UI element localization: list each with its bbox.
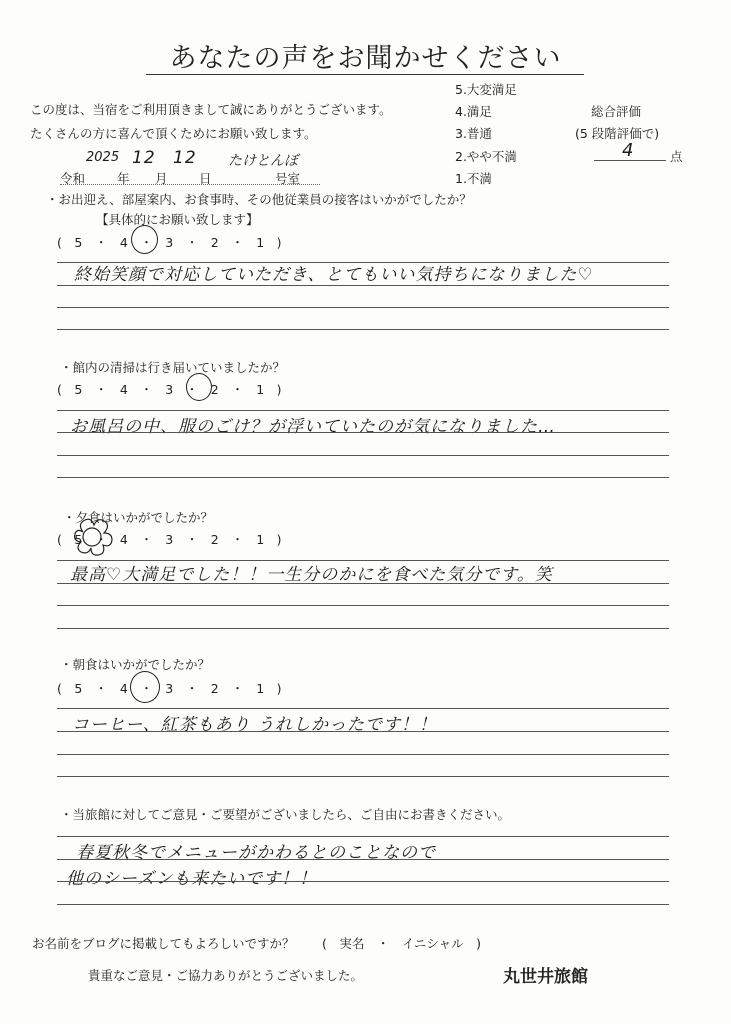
question-1-selected-circle <box>131 225 158 254</box>
question-2-line-2 <box>57 432 669 433</box>
overall-value: 4 <box>622 140 635 161</box>
question-4-selected-circle <box>130 671 160 703</box>
day-label: 日 <box>199 171 212 186</box>
question-2-comment: お風呂の中、服のごけ？が浮いていたのが気になりました… <box>70 417 556 437</box>
year-value: 2025 <box>86 150 120 165</box>
question-2-text: ・館内の清掃は行き届いていましたか？ <box>60 360 286 375</box>
era-label: 令和 <box>60 171 86 186</box>
blog-options: ( 実名 ・ イニシャル ) <box>322 936 482 951</box>
free-comment-rule-1 <box>57 836 669 837</box>
question-3-rating: ( 5 ・ 4 ・ 3 ・ 2 ・ 1 ) <box>57 532 282 547</box>
question-3-line-3 <box>57 605 669 606</box>
year-label: 年 <box>117 171 130 186</box>
scale-item-5: 5.大変満足 <box>455 82 517 97</box>
scale-item-3: 3.普通 <box>455 126 492 141</box>
free-comment-line-1: 春夏秋冬でメニューがかわるとのことなので <box>76 843 436 863</box>
question-1-text: ・お出迎え、部屋案内、お食事時、その他従業員の接客はいかがでしたか？ <box>46 192 472 207</box>
thanks-message: 貴重なご意見・ご協力ありがとうございました。 <box>88 968 364 983</box>
month-label: 月 <box>155 171 168 186</box>
day-value: 12 <box>173 148 197 168</box>
question-3-flower-circle <box>66 514 118 560</box>
intro-line-2: たくさんの方に喜んで頂くためにお願い致します。 <box>30 126 317 141</box>
free-comment-line-2: 他のシーズンも来たいです！！ <box>66 869 318 889</box>
question-1-line-4 <box>57 329 669 330</box>
scale-item-1: 1.不満 <box>455 171 492 186</box>
question-3-line-2 <box>57 583 669 584</box>
free-comment-rule-2 <box>57 859 669 860</box>
room-value: たけとんぼ <box>228 153 298 169</box>
intro-line-1: この度は、当宿をご利用頂きまして誠にありがとうございます。 <box>30 102 392 117</box>
overall-label: 総合評価 <box>591 104 642 119</box>
question-4-comment: コーヒー、紅茶もあり うれしかったです！！ <box>72 715 438 735</box>
question-4-rating: ( 5 ・ 4 ・ 3 ・ 2 ・ 1 ) <box>57 681 282 696</box>
room-label: 号室 <box>275 171 301 186</box>
question-1-line-3 <box>57 307 669 308</box>
question-1-comment: 終始笑顔で対応していただき、とてもいい気持ちになりました♡ <box>74 265 594 285</box>
scale-item-2: 2.やや不満 <box>455 149 517 164</box>
question-3-line-1 <box>57 560 669 561</box>
scale-item-4: 4.満足 <box>455 104 492 119</box>
question-1-note: 【具体的にお願い致します】 <box>96 212 259 227</box>
question-4-line-3 <box>57 754 669 755</box>
question-2-line-4 <box>57 477 669 478</box>
page-title: あなたの声をお聞かせください <box>169 43 562 74</box>
blog-question: お名前をブログに掲載してもよろしいですか？ <box>32 936 295 951</box>
question-2-line-3 <box>57 455 669 456</box>
question-4-text: ・朝食はいかがでしたか？ <box>60 657 211 672</box>
question-4-line-4 <box>57 776 669 777</box>
month-value: 12 <box>132 148 156 168</box>
question-2-line-1 <box>57 410 669 411</box>
free-comment-text: ・当旅館に対してご意見・ご要望がございましたら、ご自由にお書きください。 <box>60 807 511 822</box>
question-4-line-1 <box>57 708 669 709</box>
question-1-rating: ( 5 ・ 4 ・ 3 ・ 2 ・ 1 ) <box>57 235 282 250</box>
question-2-selected-circle <box>186 373 212 401</box>
question-3-comment: 最高♡大満足でした！！一生分のかにを食べた気分です。笑 <box>70 565 553 585</box>
hotel-name: 丸世井旅館 <box>503 967 588 987</box>
free-comment-rule-4 <box>57 904 669 905</box>
question-3-line-4 <box>57 628 669 629</box>
question-4-line-2 <box>57 731 669 732</box>
overall-underline <box>594 160 666 161</box>
stay-underline <box>60 184 320 185</box>
question-2-rating: ( 5 ・ 4 ・ 3 ・ 2 ・ 1 ) <box>57 382 282 397</box>
question-1-line-2 <box>57 285 669 286</box>
question-1-line-1 <box>57 262 669 263</box>
overall-sublabel: (5 段階評価で) <box>575 126 660 141</box>
question-3-text: ・夕食はいかがでしたか？ <box>63 510 214 525</box>
title-underline <box>146 74 584 75</box>
free-comment-rule-3 <box>57 881 669 882</box>
overall-unit: 点 <box>670 149 683 164</box>
